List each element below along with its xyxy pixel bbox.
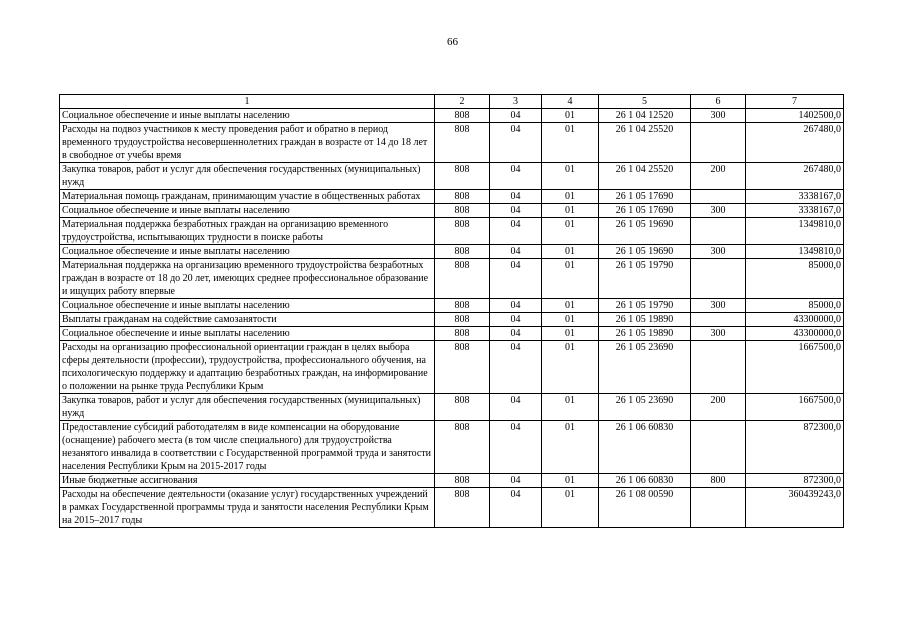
cell-amount: 1667500,0	[746, 341, 844, 394]
cell-section: 04	[490, 488, 542, 528]
cell-expense-type: 200	[691, 163, 746, 190]
cell-target-article: 26 1 05 23690	[599, 341, 691, 394]
cell-admin-code: 808	[435, 474, 490, 488]
cell-target-article: 26 1 05 19890	[599, 327, 691, 341]
cell-admin-code: 808	[435, 488, 490, 528]
cell-expense-type: 800	[691, 474, 746, 488]
cell-admin-code: 808	[435, 299, 490, 313]
cell-target-article: 26 1 05 17690	[599, 190, 691, 204]
table-row	[60, 190, 844, 204]
cell-section: 04	[490, 327, 542, 341]
cell-amount: 43300000,0	[746, 313, 844, 327]
header-cell: 5	[599, 95, 691, 109]
cell-amount: 267480,0	[746, 123, 844, 163]
cell-section: 04	[490, 123, 542, 163]
cell-name: Расходы на организацию профессиональной ориентации граждан в целях выбора сферы деятельности (профессии), трудоустройства, профессионального обучения, на психологическую поддержку и адаптацию безработных граждан, на информирование о положении на рынке труда Республики Крым	[60, 341, 435, 394]
header-cell: 4	[542, 95, 599, 109]
cell-admin-code: 808	[435, 245, 490, 259]
cell-expense-type: 300	[691, 204, 746, 218]
page-number: 66	[447, 36, 458, 48]
cell-subsection: 01	[542, 474, 599, 488]
cell-target-article: 26 1 06 60830	[599, 421, 691, 474]
cell-expense-type	[691, 123, 746, 163]
cell-section: 04	[490, 421, 542, 474]
cell-name: Иные бюджетные ассигнования	[60, 474, 435, 488]
table-row	[60, 259, 844, 299]
cell-admin-code: 808	[435, 163, 490, 190]
cell-name: Социальное обеспечение и иные выплаты населению	[60, 245, 435, 259]
cell-section: 04	[490, 341, 542, 394]
cell-expense-type: 200	[691, 394, 746, 421]
cell-target-article: 26 1 06 60830	[599, 474, 691, 488]
cell-subsection: 01	[542, 299, 599, 313]
cell-section: 04	[490, 218, 542, 245]
cell-expense-type: 300	[691, 245, 746, 259]
cell-section: 04	[490, 204, 542, 218]
cell-expense-type	[691, 341, 746, 394]
cell-target-article: 26 1 05 23690	[599, 394, 691, 421]
cell-amount: 85000,0	[746, 259, 844, 299]
table-row	[60, 123, 844, 163]
cell-name: Социальное обеспечение и иные выплаты населению	[60, 204, 435, 218]
table-row	[60, 488, 844, 528]
cell-target-article: 26 1 05 19790	[599, 259, 691, 299]
table-row	[60, 299, 844, 313]
cell-subsection: 01	[542, 245, 599, 259]
cell-admin-code: 808	[435, 259, 490, 299]
header-cell: 1	[60, 95, 435, 109]
cell-subsection: 01	[542, 190, 599, 204]
cell-expense-type	[691, 218, 746, 245]
cell-target-article: 26 1 04 25520	[599, 163, 691, 190]
cell-amount: 1402500,0	[746, 109, 844, 123]
cell-target-article: 26 1 05 17690	[599, 204, 691, 218]
cell-subsection: 01	[542, 218, 599, 245]
cell-amount: 872300,0	[746, 421, 844, 474]
cell-subsection: 01	[542, 488, 599, 528]
cell-amount: 1667500,0	[746, 394, 844, 421]
cell-amount: 1349810,0	[746, 218, 844, 245]
cell-section: 04	[490, 190, 542, 204]
cell-name: Материальная помощь гражданам, принимающим участие в общественных работах	[60, 190, 435, 204]
cell-admin-code: 808	[435, 341, 490, 394]
cell-admin-code: 808	[435, 190, 490, 204]
cell-amount: 85000,0	[746, 299, 844, 313]
cell-amount: 360439243,0	[746, 488, 844, 528]
cell-subsection: 01	[542, 421, 599, 474]
table-row	[60, 163, 844, 190]
cell-admin-code: 808	[435, 327, 490, 341]
cell-admin-code: 808	[435, 204, 490, 218]
cell-admin-code: 808	[435, 313, 490, 327]
cell-admin-code: 808	[435, 394, 490, 421]
cell-subsection: 01	[542, 123, 599, 163]
table-row	[60, 341, 844, 394]
cell-amount: 3338167,0	[746, 204, 844, 218]
cell-expense-type: 300	[691, 327, 746, 341]
cell-name: Социальное обеспечение и иные выплаты населению	[60, 109, 435, 123]
cell-target-article: 26 1 04 12520	[599, 109, 691, 123]
cell-admin-code: 808	[435, 218, 490, 245]
cell-section: 04	[490, 474, 542, 488]
table-row	[60, 218, 844, 245]
table-row	[60, 245, 844, 259]
cell-name: Предоставление субсидий работодателям в виде компенсации на оборудование (оснащение) рабочего места (в том числе специального) для трудоустройства незанятого инвалида в соответствии с Государственной программой труда и занятости населения Республики Крым на 2015-2017 годы	[60, 421, 435, 474]
cell-target-article: 26 1 05 19690	[599, 245, 691, 259]
table-row	[60, 109, 844, 123]
cell-target-article: 26 1 04 25520	[599, 123, 691, 163]
table-row	[60, 204, 844, 218]
cell-target-article: 26 1 05 19690	[599, 218, 691, 245]
cell-subsection: 01	[542, 341, 599, 394]
cell-expense-type: 300	[691, 109, 746, 123]
cell-admin-code: 808	[435, 421, 490, 474]
cell-name: Материальная поддержка безработных граждан на организацию временного трудоустройства, испытывающих трудности в поиске работы	[60, 218, 435, 245]
table-header-row	[60, 95, 844, 109]
cell-name: Закупка товаров, работ и услуг для обеспечения государственных (муниципальных) нужд	[60, 163, 435, 190]
budget-table	[59, 94, 844, 528]
cell-name: Социальное обеспечение и иные выплаты населению	[60, 299, 435, 313]
cell-section: 04	[490, 259, 542, 299]
table-row	[60, 313, 844, 327]
cell-subsection: 01	[542, 204, 599, 218]
cell-name: Материальная поддержка на организацию временного трудоустройства безработных граждан в возрасте от 18 до 20 лет, имеющих среднее профессиональное образование и ищущих работу впервые	[60, 259, 435, 299]
table-row	[60, 474, 844, 488]
cell-target-article: 26 1 08 00590	[599, 488, 691, 528]
table-row	[60, 394, 844, 421]
cell-expense-type	[691, 190, 746, 204]
cell-expense-type	[691, 313, 746, 327]
cell-subsection: 01	[542, 313, 599, 327]
cell-name: Расходы на обеспечение деятельности (оказание услуг) государственных учреждений в рамках Государственной программы труда и занятости населения Республики Крым на 2015–2017 годы	[60, 488, 435, 528]
cell-name: Выплаты гражданам на содействие самозанятости	[60, 313, 435, 327]
table-row	[60, 327, 844, 341]
cell-target-article: 26 1 05 19790	[599, 299, 691, 313]
header-cell: 2	[435, 95, 490, 109]
cell-amount: 267480,0	[746, 163, 844, 190]
cell-expense-type	[691, 421, 746, 474]
cell-amount: 3338167,0	[746, 190, 844, 204]
cell-expense-type: 300	[691, 299, 746, 313]
cell-expense-type	[691, 488, 746, 528]
cell-section: 04	[490, 109, 542, 123]
cell-expense-type	[691, 259, 746, 299]
cell-amount: 43300000,0	[746, 327, 844, 341]
cell-admin-code: 808	[435, 109, 490, 123]
cell-admin-code: 808	[435, 123, 490, 163]
cell-subsection: 01	[542, 394, 599, 421]
cell-subsection: 01	[542, 259, 599, 299]
cell-subsection: 01	[542, 327, 599, 341]
header-cell: 3	[490, 95, 542, 109]
header-cell: 7	[746, 95, 844, 109]
cell-section: 04	[490, 313, 542, 327]
cell-name: Социальное обеспечение и иные выплаты населению	[60, 327, 435, 341]
cell-name: Расходы на подвоз участников к месту проведения работ и обратно в период временного трудоустройства несовершеннолетних граждан в возрасте от 14 до 18 лет в свободное от учебы время	[60, 123, 435, 163]
cell-target-article: 26 1 05 19890	[599, 313, 691, 327]
cell-section: 04	[490, 245, 542, 259]
cell-amount: 872300,0	[746, 474, 844, 488]
cell-section: 04	[490, 299, 542, 313]
cell-amount: 1349810,0	[746, 245, 844, 259]
cell-subsection: 01	[542, 163, 599, 190]
cell-section: 04	[490, 163, 542, 190]
cell-section: 04	[490, 394, 542, 421]
header-cell: 6	[691, 95, 746, 109]
cell-subsection: 01	[542, 109, 599, 123]
table-row	[60, 421, 844, 474]
cell-name: Закупка товаров, работ и услуг для обеспечения государственных (муниципальных) нужд	[60, 394, 435, 421]
